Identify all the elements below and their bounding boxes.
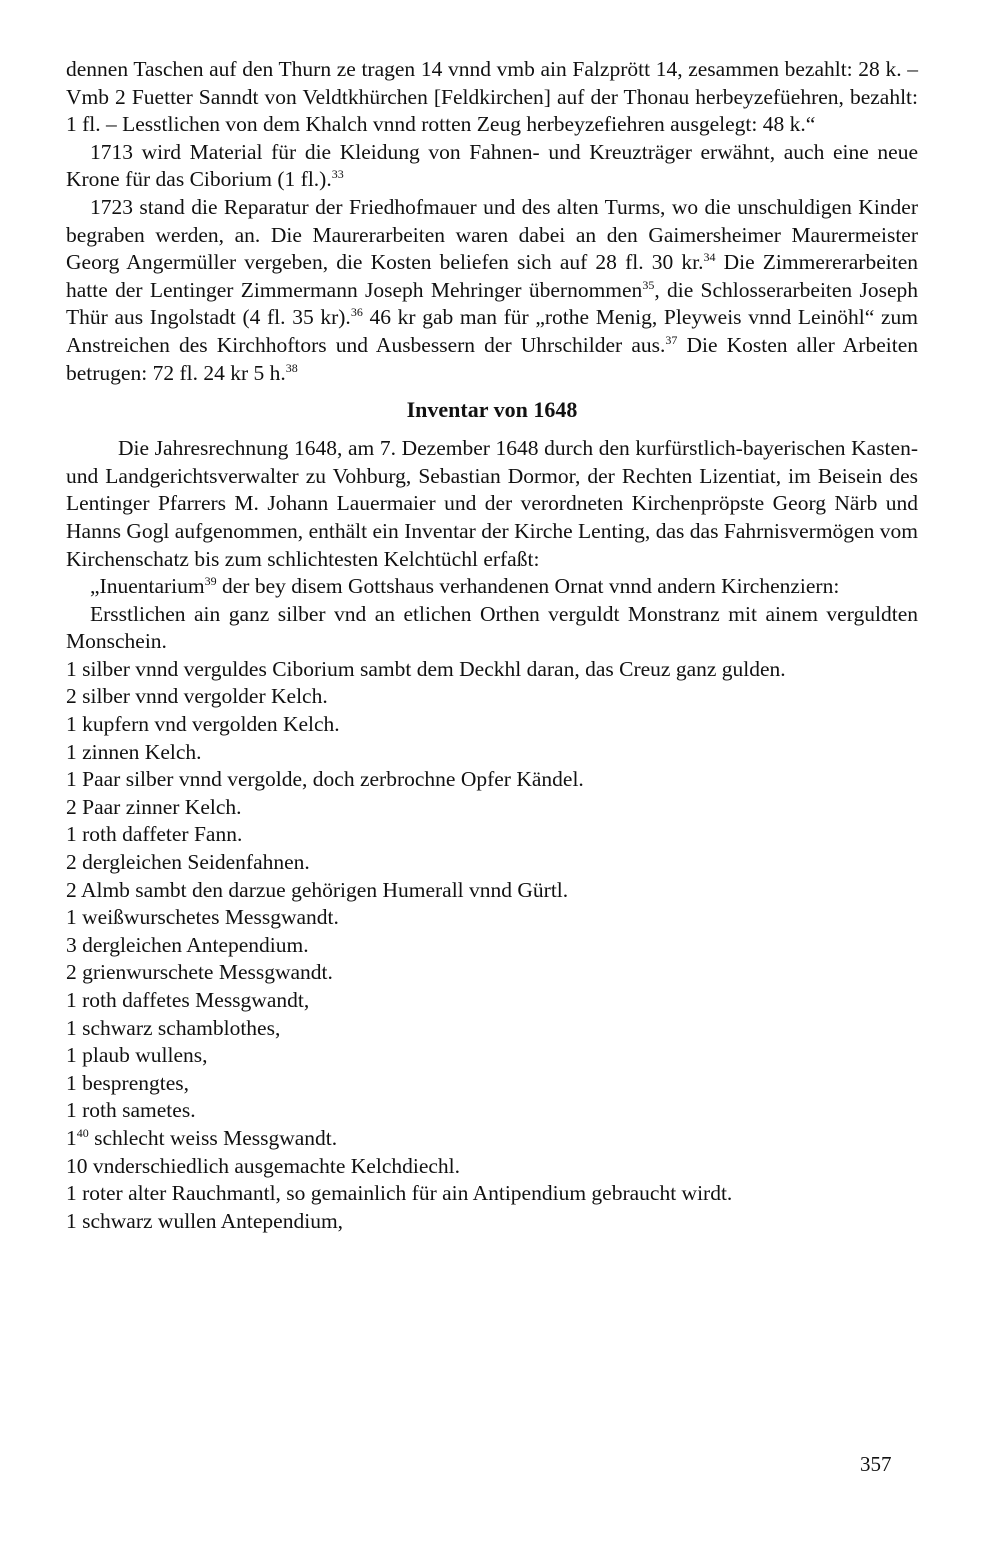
list-item: 10 vnderschiedlich ausgemachte Kelchdiechl. bbox=[66, 1153, 461, 1178]
list-item: 1 silber vnnd verguldes Ciborium sambt dem Deckhl daran, das Creuz ganz gulden. bbox=[66, 656, 786, 681]
paragraph-1723-text-b: Die Zimmererarbeiten hatte der Lentinger Zimmermann Joseph Mehringer übernommen bbox=[66, 250, 918, 302]
list-item: 1 kupfern vnd vergolden Kelch. bbox=[66, 712, 340, 737]
list-item: 1 zinnen Kelch. bbox=[66, 739, 202, 764]
footnote-ref-40: 40 bbox=[76, 1125, 89, 1140]
paragraph-1713-text: 1713 wird Material für die Kleidung von Fahnen- und Kreuzträger erwähnt, auch eine neue Krone für das Ciborium (1 fl.). bbox=[66, 139, 918, 192]
list-item: 1 besprengtes, bbox=[66, 1070, 189, 1095]
list-item: 2 Almb sambt den darzue gehörigen Humerall vnnd Gürtl. bbox=[66, 877, 569, 902]
list-item: 1 schwarz wullen Antependium, bbox=[66, 1208, 344, 1233]
list-item: 2 grienwurschete Messgwandt. bbox=[66, 960, 333, 985]
paragraph-1713 bbox=[66, 139, 918, 194]
section-heading: Inventar von 1648 bbox=[406, 397, 578, 423]
list-item: 2 dergleichen Seidenfahnen. bbox=[66, 850, 310, 875]
list-item: 1 roth daffeter Fann. bbox=[66, 822, 243, 847]
list-item: 1 roth sametes. bbox=[66, 1098, 196, 1123]
footnote-ref-34: 34 bbox=[703, 250, 716, 265]
footnote-ref-35: 35 bbox=[642, 277, 655, 292]
paragraph-1723-text-d: 46 kr gab man für „rothe Menig, Pleyweis vnnd Leinöhl“ zum Anstreichen des Kirchhoftors und Ausbessern der Uhrschilder aus. bbox=[66, 305, 918, 357]
list-item: 2 Paar zinner Kelch. bbox=[66, 794, 242, 819]
paragraph-inventory-intro: Die Jahresrechnung 1648, am 7. Dezember 1648 durch den kurfürstlich-bayerischen Kasten- und Landgerichtsverwalter zu Vohburg, Sebastian Dormor, der Rechten Lizentiat, im Beisein des Lentinger Pfarrers M. Johann Lauermaier und der verordneten Kirchenpröpste Georg Närb und Hanns Gogl aufgenommen, enthält ein Inventar der Kirche Lenting, das das Fahrnisvermögen vom Kirchenschatz bis zum schlichtesten Kelchtüchl erfaßt: bbox=[66, 436, 918, 571]
inventarium-text: der bey disem Gottshaus verhandenen Ornat vnnd andern Kirchenziern: bbox=[216, 574, 840, 599]
page-number: 357 bbox=[860, 1452, 892, 1476]
list-item-text: schlecht weiss Messgwandt. bbox=[88, 1125, 338, 1150]
list-item: 1 roter alter Rauchmantl, so gemainlich für ain Antipendium gebraucht wirdt. bbox=[66, 1181, 733, 1206]
footnote-ref-38: 38 bbox=[285, 360, 298, 375]
paragraph-inventarium bbox=[66, 573, 918, 601]
list-item: 1 schwarz schamblothes, bbox=[66, 1015, 281, 1040]
text-column bbox=[66, 56, 918, 1235]
list-item: 1 weißwurschetes Messgwandt. bbox=[66, 905, 339, 930]
list-item: 1 roth daffetes Messgwandt, bbox=[66, 988, 310, 1012]
list-item: 1 plaub wullens, bbox=[66, 1043, 208, 1068]
list-item: 1 Paar silber vnnd vergolde, doch zerbrochne Opfer Kändel. bbox=[66, 767, 584, 792]
paragraph-monstranz: Ersstlichen ain ganz silber vnd an etlichen Orthen verguldt Monstranz mit ainem verguldten Monschein. bbox=[66, 601, 918, 654]
paragraph-1723-text-a: 1723 stand die Reparatur der Friedhofmauer und des alten Turms, wo die unschuldigen Kinder begraben werden, an. Die Maurerarbeiten waren dabei an den Gaimersheimer Maurermeister Georg Angermüller vergeben, die Kosten beliefen sich auf 28 fl. 30 kr. bbox=[66, 194, 918, 275]
paragraph-1723 bbox=[66, 194, 918, 387]
list-item-number: 1 bbox=[66, 1125, 77, 1150]
footnote-ref-33: 33 bbox=[331, 167, 344, 182]
paragraph-continuation: dennen Taschen auf den Thurn ze tragen 14 vnnd vmb ain Falzprött 14, zesammen bezahlt: 28 k. – Vmb 2 Fuetter Sanndt von Veldtkhürchen [Feldkirchen] auf der Thonau herbeyzefüehren, bezahlt: 1 fl. – Lesstlichen von dem Khalch vnnd rotten Zeug herbeyzefiehren ausgelegt: 48 k.“ bbox=[66, 57, 918, 137]
inventarium-title: „Inuentarium bbox=[90, 574, 205, 599]
list-item-footnoted bbox=[66, 1125, 918, 1153]
inventory-list bbox=[66, 656, 918, 1235]
paragraph-1723-text-c: , die Schlosserarbeiten Joseph Thür aus Ingolstadt (4 fl. 35 kr). bbox=[66, 277, 919, 330]
footnote-ref-39: 39 bbox=[204, 574, 217, 589]
footnote-ref-36: 36 bbox=[350, 305, 363, 320]
list-item: 3 dergleichen Antependium. bbox=[66, 932, 309, 957]
footnote-ref-37: 37 bbox=[665, 332, 678, 347]
paragraph-1723-text-e: Die Kosten aller Arbeiten betrugen: 72 fl. 24 kr 5 h. bbox=[66, 332, 918, 385]
list-item: 2 silber vnnd vergolder Kelch. bbox=[66, 684, 328, 709]
